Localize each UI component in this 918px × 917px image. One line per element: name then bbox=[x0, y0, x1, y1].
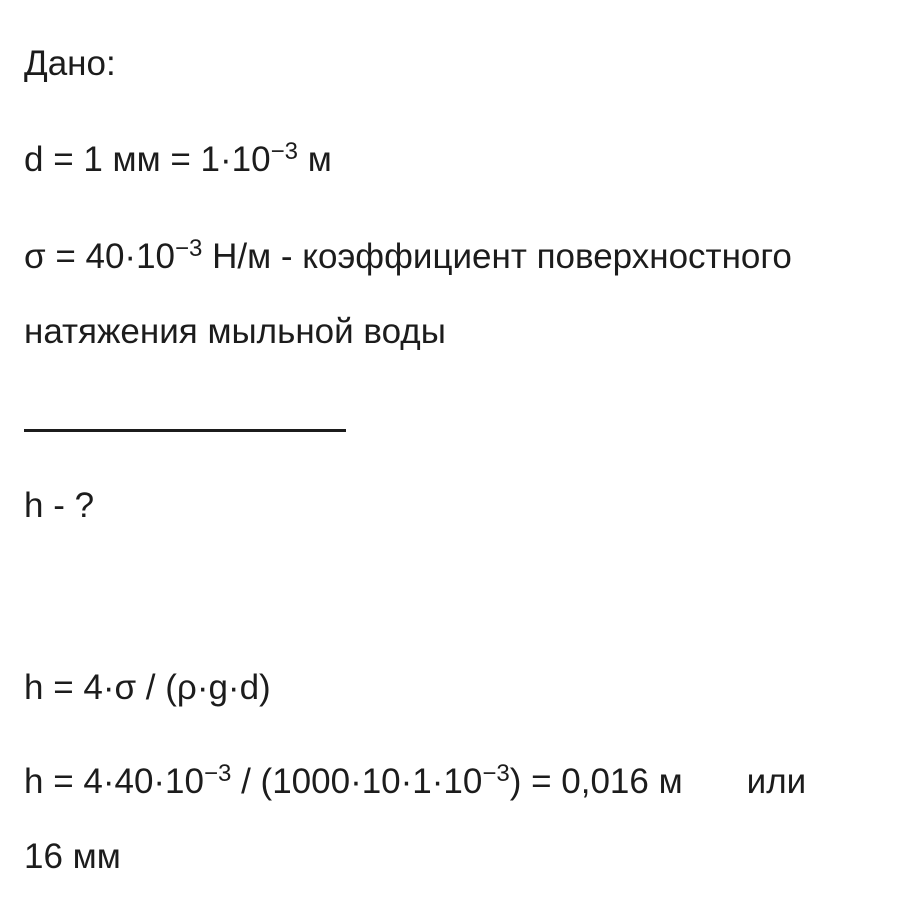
given-find-divider bbox=[24, 429, 346, 432]
calc-part-2: / (1000·10·1·10 bbox=[231, 762, 483, 801]
find-line: h - ? bbox=[24, 486, 95, 525]
calc-exponent-2: −3 bbox=[482, 760, 510, 787]
d-line-exponent: −3 bbox=[270, 138, 298, 165]
calc-line bbox=[24, 762, 806, 806]
given-heading: Дано: bbox=[24, 44, 116, 83]
sigma-line-rest: Н/м - коэффициент поверхностного bbox=[202, 237, 792, 276]
formula-line: h = 4·σ / (ρ·g·d) bbox=[24, 668, 271, 707]
sigma-line bbox=[24, 237, 792, 281]
calc-or-word: или bbox=[746, 762, 807, 801]
d-line-unit: м bbox=[297, 140, 332, 179]
calc-line-continuation: 16 мм bbox=[24, 837, 121, 876]
sigma-line-exponent: −3 bbox=[175, 235, 203, 262]
calc-exponent-1: −3 bbox=[204, 760, 232, 787]
d-line-base: d = 1 мм = 1·10 bbox=[24, 140, 271, 179]
sigma-line-base: σ = 40·10 bbox=[24, 237, 176, 276]
sigma-line-continuation: натяжения мыльной воды bbox=[24, 312, 446, 351]
calc-part-3: ) = 0,016 м bbox=[509, 762, 683, 801]
d-line bbox=[24, 140, 332, 184]
calc-part-1: h = 4·40·10 bbox=[24, 762, 204, 801]
